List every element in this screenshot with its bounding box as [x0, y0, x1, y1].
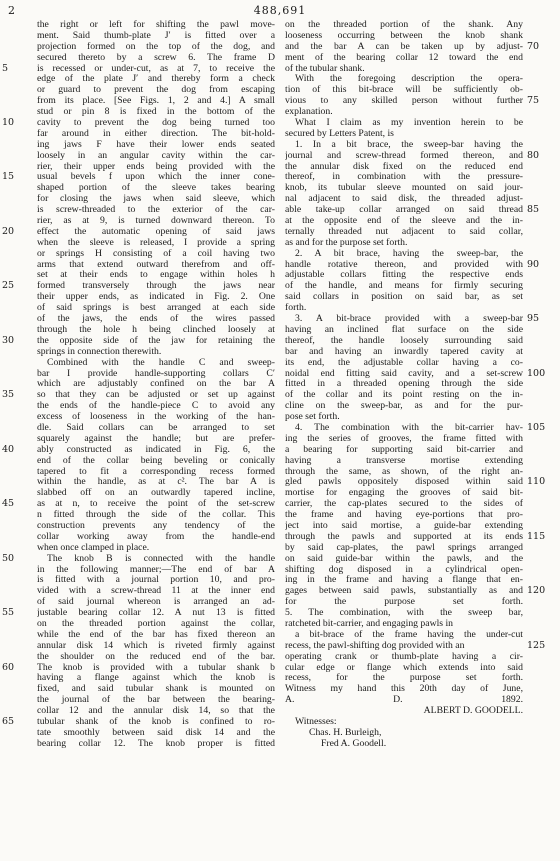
text-line: tapered to fit a corresponding recess formed: [37, 466, 275, 477]
line-number: 40: [2, 443, 15, 455]
left-column-text: [37, 20, 275, 750]
text-line: the right or left for shifting the pawl move-: [37, 20, 275, 30]
text-line: shifting dog disposed in a cylindrical open-: [285, 564, 523, 575]
text-line: a bearing for supporting said bit-carrier and: [285, 444, 523, 455]
line-number: 110: [527, 476, 546, 488]
text-line: justable bearing collar 12. A nut 13 is fitted: [37, 608, 275, 619]
text-line: when the sleeve is released, I provide a spring: [37, 237, 275, 248]
text-line: construction prevents any tendency of the: [37, 520, 275, 531]
text-line: ing in the frame and having a flange that en-: [285, 575, 523, 586]
text-line: Combined with the handle C and sweep-: [47, 357, 275, 368]
text-line: tubular shank of the knob is confined to ro-: [37, 717, 275, 727]
text-line: gled pawls oppositely disposed within said: [285, 477, 523, 488]
text-line: 5. The combination, with the sweep bar,: [285, 608, 523, 619]
text-line: the journal of the bar between the bearing-: [37, 695, 275, 706]
text-line: recess, the pawl-shifting dog provided with an: [285, 640, 465, 651]
text-line: recess, for the purpose set forth.: [285, 673, 523, 684]
text-line: in the following manner;—The end of bar A: [37, 564, 275, 575]
text-line: having a transverse mortise extending: [285, 455, 523, 466]
text-line: for the purpose set forth.: [285, 597, 523, 608]
text-line: The knob is provided with a tubular shank b: [37, 662, 275, 673]
text-line: looseness occurring between the knob shank: [285, 30, 523, 41]
text-line: 3. A bit-brace provided with a sweep-bar: [295, 314, 523, 325]
text-line: is screw-threaded to the exterior of the car-: [37, 205, 275, 216]
text-line: 1. In a bit brace, the sweep-bar having the: [295, 139, 523, 150]
text-line: at the opposite end of the sleeve and the in-: [285, 216, 523, 227]
text-line: on said guide-bar within the pawls, and the: [285, 553, 523, 564]
text-line: A. D. 1892.: [285, 695, 523, 706]
text-line: ing jaws F have their lower ends seated: [37, 139, 275, 150]
text-line: so that they can be adjusted or set up against: [37, 390, 275, 401]
text-line: vided with a screw-thread 11 at the inner end: [37, 586, 275, 597]
text-line: of the jaws, the ends of the wires passed: [37, 314, 275, 325]
text-line: explanation.: [285, 107, 333, 118]
text-line: fixed, and said tubular shank is mounted on: [37, 684, 275, 695]
text-line: What I claim as my invention herein to be: [295, 118, 523, 129]
text-line: 4. The combination with the bit-carrier hav-: [295, 422, 523, 433]
text-line: ably constructed as indicated in Fig. 6, the: [37, 444, 275, 455]
page-number: 2: [8, 4, 15, 17]
text-line: collar working away from the handle-end: [37, 531, 275, 542]
text-line: having an inclined flat surface on the side: [285, 324, 523, 335]
line-number: 35: [2, 389, 15, 401]
text-line: thereof, the handle loosely surrounding said: [285, 335, 523, 346]
text-line: through the pawls and supported at its ends: [285, 531, 523, 542]
text-line: ment of the bearing collar 12 toward the end: [285, 52, 523, 63]
line-number: 10: [2, 117, 15, 129]
line-number: 60: [2, 661, 15, 673]
text-line: operating crank or thumb-plate having a cir-: [285, 651, 523, 662]
line-number: 115: [527, 530, 546, 542]
text-line: through the hole h being clinched loosely at: [37, 324, 275, 335]
text-line: bar I provide handle-supporting collars C′: [37, 368, 275, 379]
text-line: while the end of the bar has fixed thereon an: [37, 629, 275, 640]
text-line: formed transversely through the jaws near: [37, 281, 275, 292]
text-line: handle rotative thereon, and provided with: [285, 259, 523, 270]
text-line: usual bevels f upon which the inner cone-: [37, 172, 275, 183]
text-line: its end, the adjustable collar having a co-: [285, 357, 523, 368]
text-line: bar and having an inwardly tapered cavity at: [285, 346, 523, 357]
right-column-text: [285, 20, 523, 750]
line-number: 120: [527, 585, 546, 597]
text-line: which are adjustably confined on the bar A: [37, 379, 275, 390]
line-number: 85: [527, 204, 540, 216]
text-line: springs in connection therewith.: [37, 346, 162, 357]
text-line: shaped portion of the sleeve takes bearing: [37, 183, 275, 194]
text-line: rier, as at 9, is turned downward thereon. To: [37, 216, 275, 227]
witnesses-label: Witnesses:: [295, 717, 337, 727]
text-line: projection formed on the top of the dog, and: [37, 41, 275, 52]
text-line: of the collar and its point resting on the in-: [285, 390, 523, 401]
text-line: With the foregoing description the opera-: [295, 74, 523, 85]
line-number: 95: [527, 313, 540, 325]
text-line: through the same, as shown, of the right an-: [285, 466, 523, 477]
line-number: 65: [2, 716, 15, 727]
text-line: having a flange against which the knob is: [37, 673, 275, 684]
text-line: slabbed off on an outwardly tapered incline,: [37, 488, 275, 499]
text-line: bearing collar 12. The knob proper is fitted: [37, 738, 275, 749]
text-line: secured by Letters Patent, is: [285, 128, 394, 139]
text-line: cavity to prevent the dog being turned too: [37, 118, 275, 129]
text-line: set at their ends to engage within holes h: [37, 270, 275, 281]
text-line: from its place. [See Figs. 1, 2 and 4.] A small: [37, 96, 275, 107]
text-line: on the threaded portion of the shank. Any: [285, 20, 523, 30]
text-line: effect the automatic opening of said jaws: [37, 226, 275, 237]
text-line: stud or pin 8 is fixed in the bottom of the: [37, 107, 275, 118]
text-line: fitted in a threaded opening through the side: [285, 379, 523, 390]
line-number: 75: [527, 95, 540, 107]
text-line: 2. A bit brace, having the sweep-bar, the: [295, 248, 523, 259]
line-number: 55: [2, 607, 15, 619]
text-line: of the tubular shank.: [285, 63, 365, 74]
text-line: or springs H consisting of a coil having two: [37, 248, 275, 259]
text-line: annular disk 14 which is riveted firmly against: [37, 640, 275, 651]
text-line: adjustable collars fitting the respective ends: [285, 270, 523, 281]
text-line: the annular disk fixed on the reduced end: [285, 161, 523, 172]
text-line: is recessed or under-cut, as at 7, to receive the: [37, 63, 275, 74]
text-line: ject into said mortise, a guide-bar extending: [285, 520, 523, 531]
text-line: as at n, to receive the point of the set-screw: [37, 499, 275, 510]
text-line: within the handle, as at c². The bar A is: [37, 477, 275, 488]
text-line: excess of looseness in the working of the han-: [37, 412, 275, 423]
text-line: dle. Said collars can be arranged to set: [37, 422, 275, 433]
text-line: said collars in position on said bar, as set: [285, 292, 523, 303]
line-number: 5: [2, 62, 9, 74]
text-line: Witness my hand this 20th day of June,: [285, 684, 523, 695]
text-line: as and for the purpose set forth.: [285, 237, 408, 248]
text-line: edge of the plate J′ and thereby form a check: [37, 74, 275, 85]
text-line: The knob B is connected with the handle: [47, 553, 275, 564]
text-line: able take-up collar arranged on said thread: [285, 205, 523, 216]
text-line: ing the series of grooves, the frame fitted with: [285, 433, 523, 444]
line-number: 100: [527, 367, 546, 379]
text-line: the opposite side of the jaw for retaining the: [37, 335, 275, 346]
text-line: secured thereto by a screw 6. The frame D: [37, 52, 275, 63]
text-line: noidal end fitting said cavity, and a set-screw: [285, 368, 523, 379]
text-line: ternally threaded nut adjacent to said collar,: [285, 226, 523, 237]
right-line-numbers: [527, 20, 557, 695]
text-line: forth.: [285, 303, 307, 314]
text-line: a bit-brace of the frame having the under-cut: [295, 629, 523, 640]
text-line: or guard to prevent the dog from escaping: [37, 85, 275, 96]
patent-number: 488,691: [253, 4, 307, 17]
line-number: 125: [527, 639, 546, 651]
left-line-numbers: [2, 20, 32, 761]
text-line: tion of this bit-brace will be sufficiently ob-: [285, 85, 523, 96]
text-line: and the bar A can be taken up by adjust-: [285, 41, 523, 52]
line-number: 20: [2, 225, 15, 237]
line-number: 90: [527, 258, 540, 270]
text-line: cline on the sweep-bar, as and for the pur-: [285, 401, 523, 412]
text-line: of the handle, and means for firmly securing: [285, 281, 523, 292]
text-line: ratcheted bit-carrier, and engaging pawls in: [285, 618, 453, 629]
text-line: arms that extend outward therefrom and off-: [37, 259, 275, 270]
text-line: the ends of the handle-piece C to avoid any: [37, 401, 275, 412]
text-line: is fitted with a journal portion 10, and pro-: [37, 575, 275, 586]
line-number: 45: [2, 498, 15, 510]
line-number: 30: [2, 334, 15, 346]
text-line: squarely against the handle; but are prefer-: [37, 433, 275, 444]
text-line: mortise for engaging the grooves of said bit-: [285, 488, 523, 499]
witness-name: Chas. H. Burleigh,: [309, 727, 382, 738]
text-line: rier, their upper ends being provided with the: [37, 161, 275, 172]
text-line: for closing the jaws when said sleeve, which: [37, 194, 275, 205]
text-line: cular edge or flange which extends into said: [285, 662, 523, 673]
line-number: 70: [527, 40, 540, 52]
text-line: far around in either direction. The bit-hold-: [37, 128, 275, 139]
text-line: n fitted through the side of the collar. This: [37, 510, 275, 521]
text-line: the frame and having eye-portions that pro-: [285, 510, 523, 521]
text-line: knob, its tubular sleeve mounted on said jour-: [285, 183, 523, 194]
line-number: 80: [527, 149, 540, 161]
line-number: 105: [527, 421, 546, 433]
text-line: loosely in an angular cavity within the car-: [37, 150, 275, 161]
text-line: nal adjacent to said disk, the threaded adjust-: [285, 194, 523, 205]
text-line: their upper ends, as indicated in Fig. 2. One: [37, 292, 275, 303]
line-number: 50: [2, 552, 15, 564]
text-line: thereof, in combination with the pressure-: [285, 172, 523, 183]
text-line: on the threaded portion against the collar,: [37, 618, 275, 629]
text-line: by said cap-plates, the pawl springs arranged: [285, 542, 523, 553]
text-line: collar 12 and the annular disk 14, so that the: [37, 706, 275, 717]
text-line: journal and screw-thread formed thereon, and: [285, 150, 523, 161]
witness-name: Fred A. Goodell.: [321, 738, 387, 749]
text-line: ment. Said thumb-plate J′ is fitted over a: [37, 30, 275, 41]
line-number: 25: [2, 280, 15, 292]
text-line: tate smoothly between said disk 14 and the: [37, 727, 275, 738]
text-line: vious to any skilled person without further: [285, 96, 523, 107]
text-line: gages between said pawls, substantially as and: [285, 586, 523, 597]
text-line: end of the collar being beveling or conically: [37, 455, 275, 466]
text-line: pose set forth.: [285, 412, 340, 423]
text-line: when once clamped in place.: [37, 542, 150, 553]
text-line: the shoulder on the reduced end of the bar.: [37, 651, 275, 662]
line-number: 15: [2, 171, 15, 183]
text-line: of said journal whereon is arranged an ad-: [37, 597, 275, 608]
inventor-signature: ALBERT D. GOODELL.: [423, 706, 523, 717]
text-line: carrier, the cap-plates secured to the sides of: [285, 499, 523, 510]
text-line: of said springs is best arranged at each side: [37, 303, 275, 314]
